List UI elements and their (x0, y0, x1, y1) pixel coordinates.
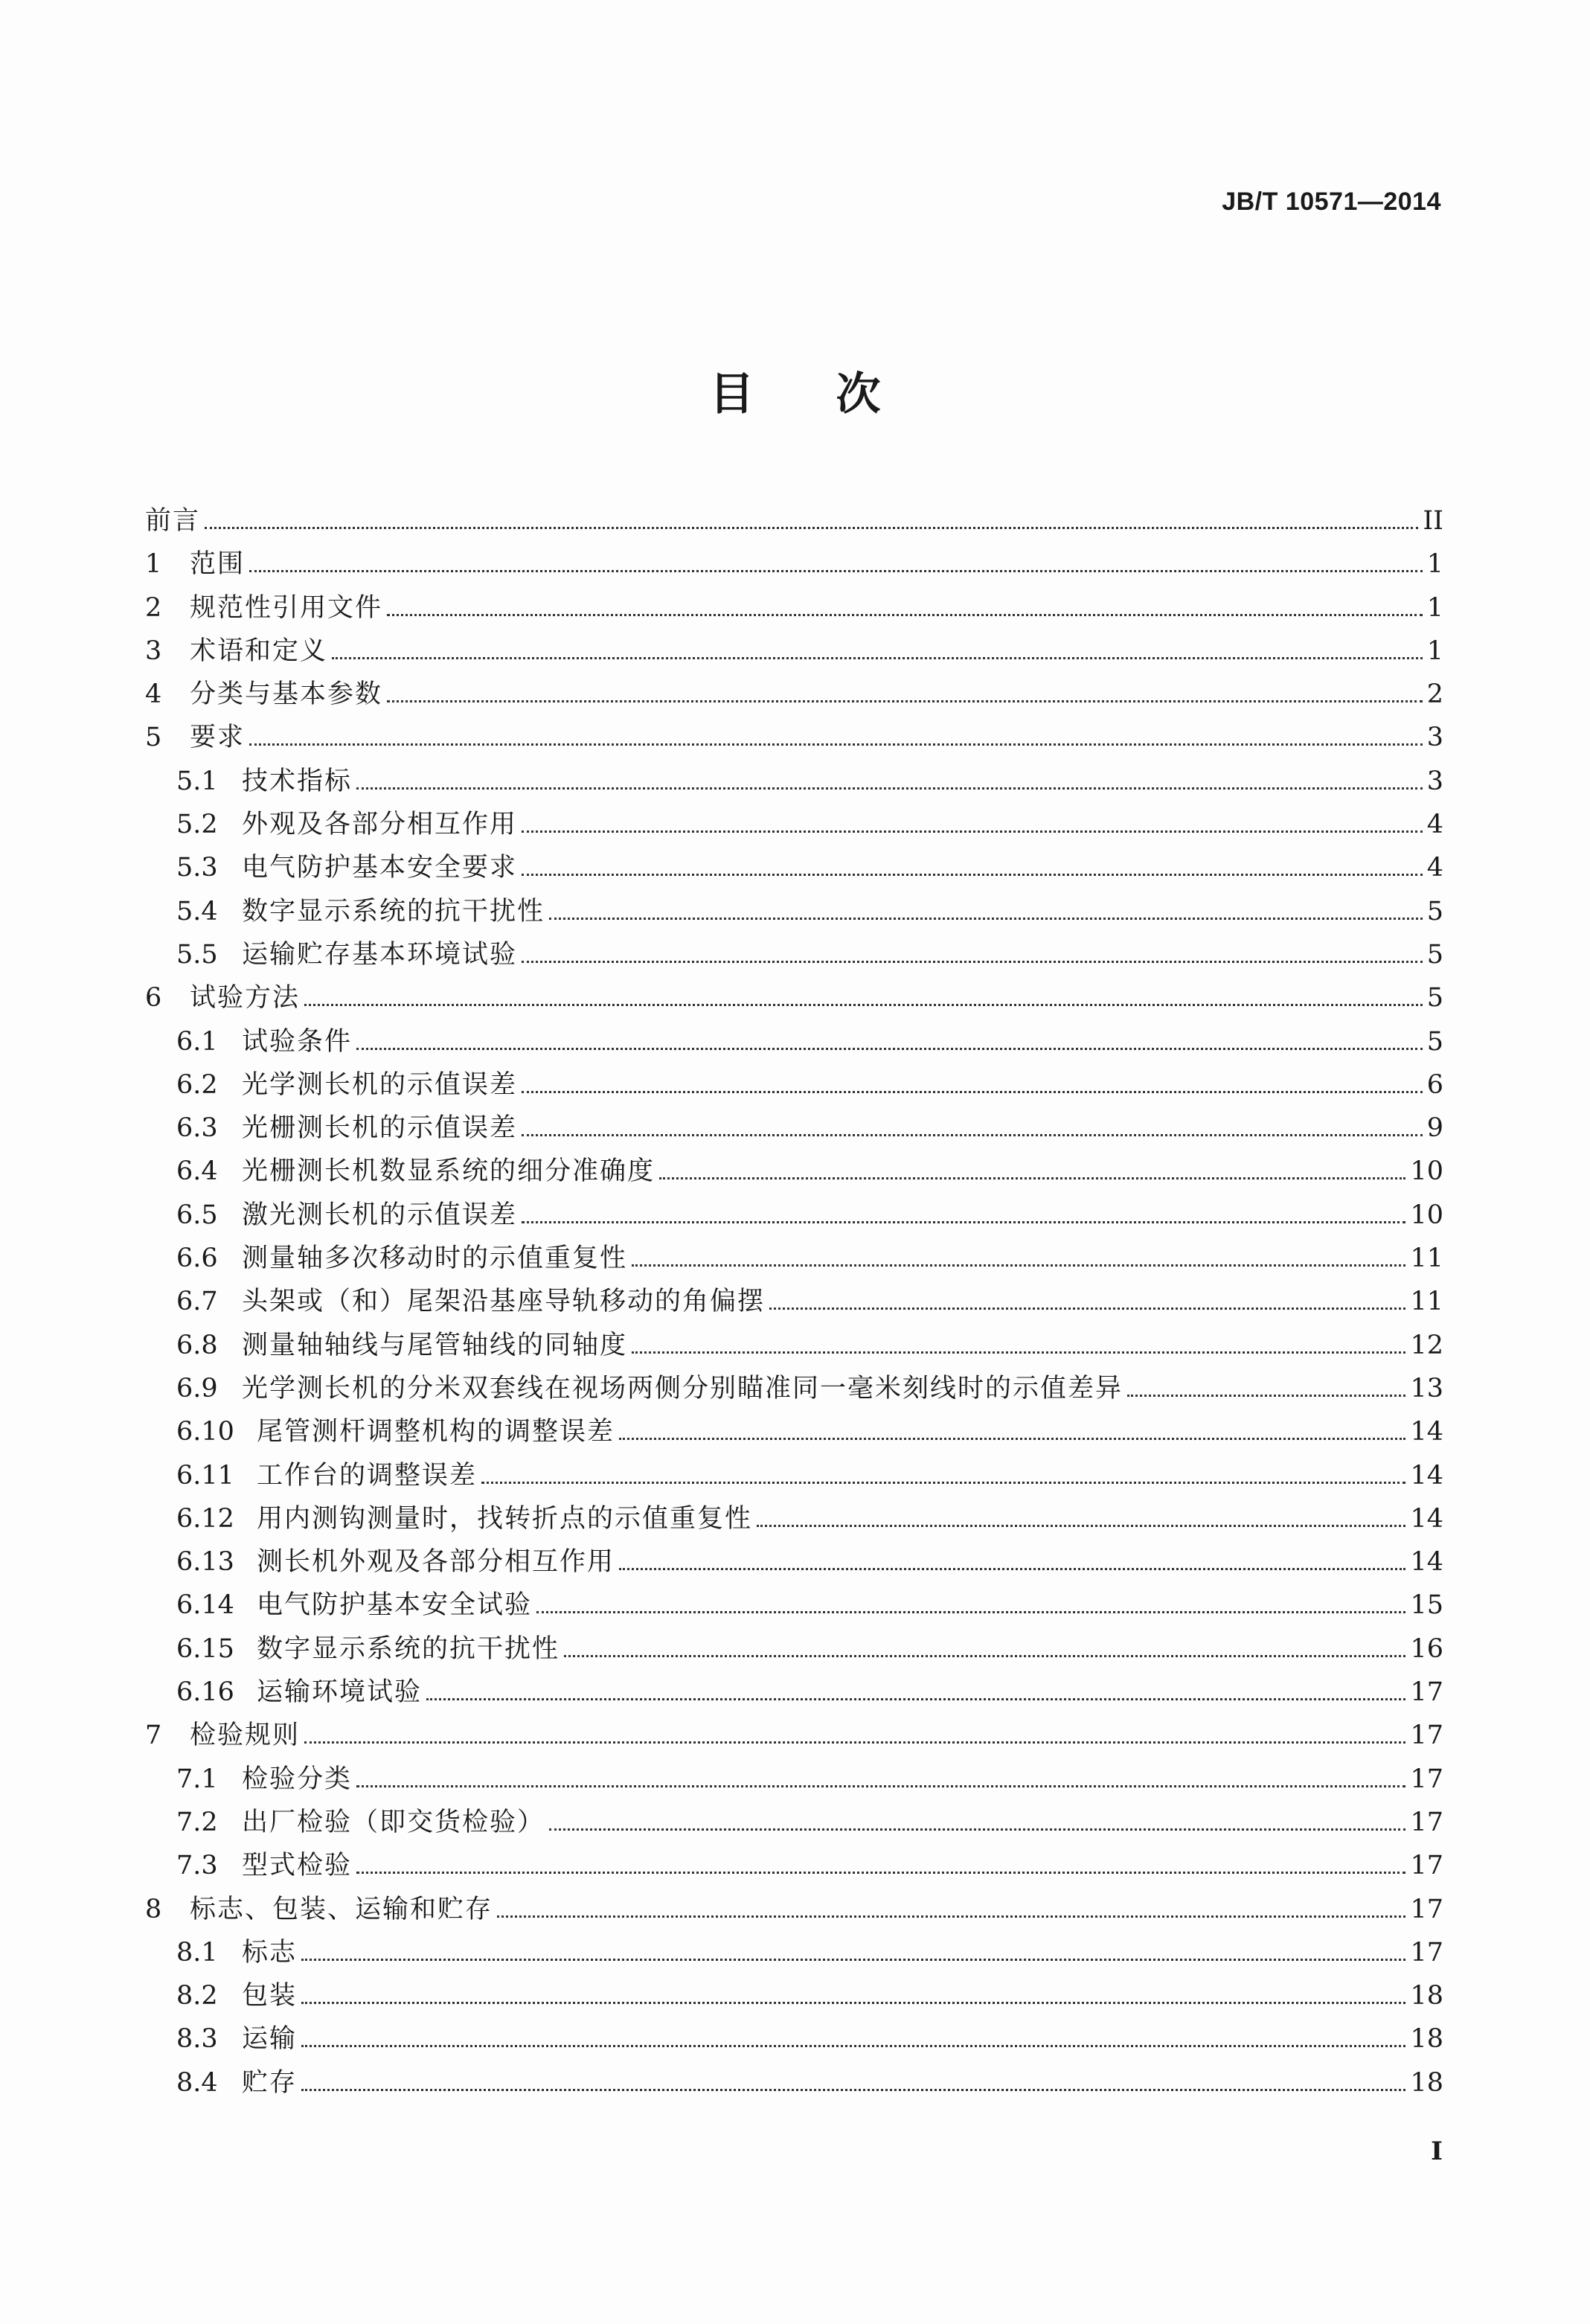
toc-entry-page: II (1423, 506, 1443, 536)
toc-dot-leader (304, 1004, 1423, 1006)
toc-entry-page: 17 (1410, 1720, 1443, 1751)
toc-dot-leader (619, 1568, 1405, 1570)
toc-entry-page: 11 (1410, 1243, 1443, 1274)
toc-entry-page: 3 (1426, 723, 1443, 753)
toc-entry[interactable] (145, 1758, 1443, 1802)
toc-entry[interactable] (145, 891, 1443, 934)
toc-entry-page: 14 (1410, 1503, 1443, 1534)
toc-entry-label: 测量轴多次移动时的示值重复性 (242, 1243, 628, 1274)
toc-entry-page: 1 (1426, 636, 1443, 666)
toc-entry-number: 6.4 (176, 1156, 218, 1187)
toc-entry-number: 6.1 (176, 1026, 218, 1057)
toc-entry[interactable] (145, 1975, 1443, 2018)
toc-dot-leader (769, 1307, 1405, 1310)
toc-entry-page: 17 (1410, 1677, 1443, 1708)
toc-entry-number: 6.7 (176, 1287, 218, 1317)
toc-entry-page: 4 (1426, 810, 1443, 840)
toc-entry-number: 6.8 (176, 1330, 218, 1360)
toc-entry-page: 17 (1410, 1764, 1443, 1794)
toc-entry[interactable] (145, 1455, 1443, 1498)
toc-dot-leader (356, 1048, 1423, 1050)
toc-dot-leader (522, 1221, 1405, 1223)
toc-entry-label: 试验条件 (242, 1026, 353, 1057)
toc-entry[interactable] (145, 1802, 1443, 1845)
toc-entry-page: 15 (1410, 1590, 1443, 1621)
toc-dot-leader (356, 1785, 1405, 1787)
toc-entry-label: 用内测钩测量时，找转折点的示值重复性 (257, 1503, 753, 1534)
toc-entry[interactable] (145, 977, 1443, 1020)
toc-entry-number: 8.3 (176, 2024, 218, 2055)
toc-entry-page: 11 (1410, 1287, 1443, 1317)
toc-entry-number: 5.2 (176, 810, 218, 840)
toc-entry-label: 出厂检验（即交货检验） (242, 1807, 545, 1837)
toc-entry-page: 1 (1426, 549, 1443, 580)
toc-dot-leader (549, 1828, 1405, 1831)
toc-entry-label: 检验规则 (190, 1720, 301, 1751)
toc-dot-leader (301, 2002, 1405, 2004)
toc-dot-leader (205, 527, 1418, 529)
toc-entry[interactable] (145, 500, 1443, 543)
toc-entry[interactable] (145, 761, 1443, 804)
toc-entry-label: 光栅测长机数显系统的细分准确度 (242, 1156, 655, 1187)
toc-entry[interactable] (145, 1194, 1443, 1238)
toc-entry-label: 测量轴轴线与尾管轴线的同轴度 (242, 1330, 628, 1360)
toc-entry[interactable] (145, 847, 1443, 890)
toc-entry-page: 6 (1426, 1069, 1443, 1100)
toc-entry-number: 6.11 (176, 1460, 234, 1491)
toc-entry[interactable] (145, 1628, 1443, 1671)
toc-dot-leader (301, 2089, 1405, 2091)
toc-entry-page: 5 (1426, 896, 1443, 926)
toc-entry-number: 8.4 (176, 2067, 218, 2098)
toc-entry-number: 6.3 (176, 1113, 218, 1144)
toc-entry-page: 17 (1410, 1851, 1443, 1881)
toc-dot-leader (1127, 1395, 1405, 1397)
toc-entry[interactable] (145, 1411, 1443, 1454)
toc-dot-leader (249, 743, 1423, 746)
toc-entry-page: 10 (1410, 1156, 1443, 1187)
toc-dot-leader (549, 918, 1423, 920)
toc-entry[interactable] (145, 1281, 1443, 1324)
toc-entry-label: 贮存 (242, 2067, 298, 2098)
table-of-contents (145, 500, 1443, 2105)
toc-entry-label: 前言 (145, 506, 201, 536)
toc-entry-label: 光学测长机的示值误差 (242, 1069, 518, 1100)
toc-entry[interactable] (145, 1932, 1443, 1975)
toc-entry-number: 7 (145, 1720, 162, 1751)
toc-entry[interactable] (145, 587, 1443, 630)
page-title: 目次 (709, 368, 963, 420)
toc-entry-number: 5.3 (176, 853, 218, 883)
toc-entry[interactable] (145, 1845, 1443, 1888)
toc-dot-leader (301, 1959, 1405, 1961)
toc-entry-number: 5.1 (176, 766, 218, 796)
toc-entry-page: 14 (1410, 1547, 1443, 1578)
toc-entry-page: 17 (1410, 1807, 1443, 1837)
toc-entry-number: 5.4 (176, 896, 218, 926)
toc-entry-label: 包装 (242, 1981, 298, 2011)
toc-entry-label: 运输环境试验 (257, 1677, 423, 1708)
toc-entry-number: 6.5 (176, 1200, 218, 1230)
toc-entry-page: 17 (1410, 1937, 1443, 1968)
toc-entry-label: 尾管测杆调整机构的调整误差 (257, 1417, 615, 1447)
toc-entry[interactable] (145, 1064, 1443, 1107)
toc-entry-number: 8.2 (176, 1981, 218, 2011)
toc-entry-number: 4 (145, 679, 162, 710)
toc-entry[interactable] (145, 1498, 1443, 1541)
toc-dot-leader (301, 2045, 1405, 2047)
toc-entry[interactable] (145, 2062, 1443, 2105)
toc-entry[interactable] (145, 1584, 1443, 1627)
toc-entry-page: 16 (1410, 1633, 1443, 1664)
toc-entry-page: 18 (1410, 2024, 1443, 2055)
toc-dot-leader (249, 570, 1423, 572)
toc-entry[interactable] (145, 2018, 1443, 2061)
toc-entry[interactable] (145, 1021, 1443, 1064)
toc-entry-label: 型式检验 (242, 1851, 353, 1881)
toc-dot-leader (522, 874, 1423, 876)
toc-dot-leader (536, 1611, 1405, 1613)
toc-entry[interactable] (145, 1715, 1443, 1758)
toc-entry-page: 18 (1410, 2067, 1443, 2098)
toc-dot-leader (426, 1698, 1405, 1700)
toc-entry-label: 光学测长机的分米双套线在视场两侧分别瞄准同一毫米刻线时的示值差异 (242, 1373, 1123, 1403)
toc-entry[interactable] (145, 1671, 1443, 1715)
toc-entry-page: 5 (1426, 939, 1443, 970)
toc-entry-number: 3 (145, 636, 162, 666)
toc-entry-number: 6.2 (176, 1069, 218, 1100)
toc-entry-page: 12 (1410, 1330, 1443, 1360)
toc-dot-leader (332, 657, 1423, 659)
toc-entry-number: 6.14 (176, 1590, 234, 1621)
toc-entry-label: 激光测长机的示值误差 (242, 1200, 518, 1230)
toc-entry[interactable] (145, 1325, 1443, 1368)
toc-entry[interactable] (145, 1107, 1443, 1150)
toc-entry-page: 14 (1410, 1417, 1443, 1447)
toc-dot-leader (632, 1264, 1405, 1267)
footer-page-number: I (1431, 2136, 1443, 2166)
toc-entry-label: 分类与基本参数 (190, 679, 383, 710)
toc-entry[interactable] (145, 673, 1443, 717)
toc-dot-leader (564, 1655, 1405, 1657)
toc-entry-number: 7.3 (176, 1851, 218, 1881)
toc-entry-number: 6.13 (176, 1547, 234, 1578)
toc-entry[interactable] (145, 543, 1443, 586)
toc-entry-label: 范围 (190, 549, 246, 580)
toc-entry-page: 2 (1426, 679, 1443, 710)
toc-entry-page: 4 (1426, 853, 1443, 883)
toc-entry-number: 6.10 (176, 1417, 234, 1447)
toc-entry-number: 6.6 (176, 1243, 218, 1274)
toc-entry-number: 6.16 (176, 1677, 234, 1708)
toc-dot-leader (387, 700, 1423, 702)
toc-entry-label: 数字显示系统的抗干扰性 (242, 896, 545, 926)
toc-entry-label: 测长机外观及各部分相互作用 (257, 1547, 615, 1578)
toc-entry-page: 5 (1426, 983, 1443, 1014)
toc-dot-leader (522, 961, 1423, 963)
toc-entry[interactable] (145, 1541, 1443, 1584)
toc-entry-number: 6.9 (176, 1373, 218, 1403)
toc-dot-leader (481, 1482, 1405, 1484)
toc-entry-number: 6.12 (176, 1503, 234, 1534)
toc-dot-leader (356, 787, 1423, 790)
toc-entry-number: 5 (145, 723, 162, 753)
toc-entry-label: 术语和定义 (190, 636, 328, 666)
toc-dot-leader (497, 1915, 1405, 1918)
toc-entry-label: 光栅测长机的示值误差 (242, 1113, 518, 1144)
toc-entry-page: 13 (1410, 1373, 1443, 1403)
toc-entry-page: 10 (1410, 1200, 1443, 1230)
toc-entry-number: 5.5 (176, 939, 218, 970)
toc-entry-label: 要求 (190, 723, 246, 753)
toc-entry-label: 标志 (242, 1937, 298, 1968)
toc-entry-number: 8 (145, 1894, 162, 1924)
toc-dot-leader (387, 614, 1423, 616)
toc-entry-label: 运输 (242, 2024, 298, 2055)
toc-entry-number: 1 (145, 549, 162, 580)
toc-dot-leader (304, 1741, 1405, 1744)
toc-entry-page: 3 (1426, 766, 1443, 796)
toc-entry-page: 5 (1426, 1026, 1443, 1057)
document-number: JB/T 10571—2014 (1222, 188, 1441, 216)
toc-entry-number: 8.1 (176, 1937, 218, 1968)
toc-entry-label: 标志、包装、运输和贮存 (190, 1894, 493, 1924)
toc-entry-page: 9 (1426, 1113, 1443, 1144)
toc-entry-label: 试验方法 (190, 983, 301, 1014)
toc-entry-page: 1 (1426, 592, 1443, 623)
toc-entry[interactable] (145, 1368, 1443, 1411)
toc-entry[interactable] (145, 630, 1443, 673)
toc-dot-leader (522, 1091, 1423, 1093)
toc-entry-page: 17 (1410, 1894, 1443, 1924)
toc-entry-number: 2 (145, 592, 162, 623)
toc-entry-label: 检验分类 (242, 1764, 353, 1794)
toc-entry[interactable] (145, 804, 1443, 847)
toc-entry[interactable] (145, 934, 1443, 977)
toc-entry-label: 工作台的调整误差 (257, 1460, 478, 1491)
toc-entry-label: 数字显示系统的抗干扰性 (257, 1633, 560, 1664)
toc-entry-label: 电气防护基本安全试验 (257, 1590, 533, 1621)
toc-dot-leader (522, 830, 1423, 833)
toc-dot-leader (757, 1525, 1405, 1527)
toc-entry-number: 6 (145, 983, 162, 1014)
toc-entry-label: 头架或（和）尾架沿基座导轨移动的角偏摆 (242, 1287, 766, 1317)
toc-dot-leader (356, 1872, 1405, 1874)
toc-entry-label: 规范性引用文件 (190, 592, 383, 623)
toc-dot-leader (659, 1177, 1405, 1179)
toc-entry-label: 电气防护基本安全要求 (242, 853, 518, 883)
toc-entry[interactable] (145, 1150, 1443, 1194)
toc-entry[interactable] (145, 717, 1443, 760)
toc-entry-number: 7.1 (176, 1764, 218, 1794)
toc-dot-leader (619, 1438, 1405, 1440)
toc-entry-page: 14 (1410, 1460, 1443, 1491)
toc-entry-number: 7.2 (176, 1807, 218, 1837)
toc-dot-leader (522, 1134, 1423, 1136)
toc-entry[interactable] (145, 1238, 1443, 1281)
toc-entry-number: 6.15 (176, 1633, 234, 1664)
toc-entry-label: 运输贮存基本环境试验 (242, 939, 518, 970)
toc-entry[interactable] (145, 1889, 1443, 1932)
toc-entry-page: 18 (1410, 1981, 1443, 2011)
toc-entry-label: 技术指标 (242, 766, 353, 796)
toc-dot-leader (632, 1351, 1405, 1354)
toc-entry-label: 外观及各部分相互作用 (242, 810, 518, 840)
